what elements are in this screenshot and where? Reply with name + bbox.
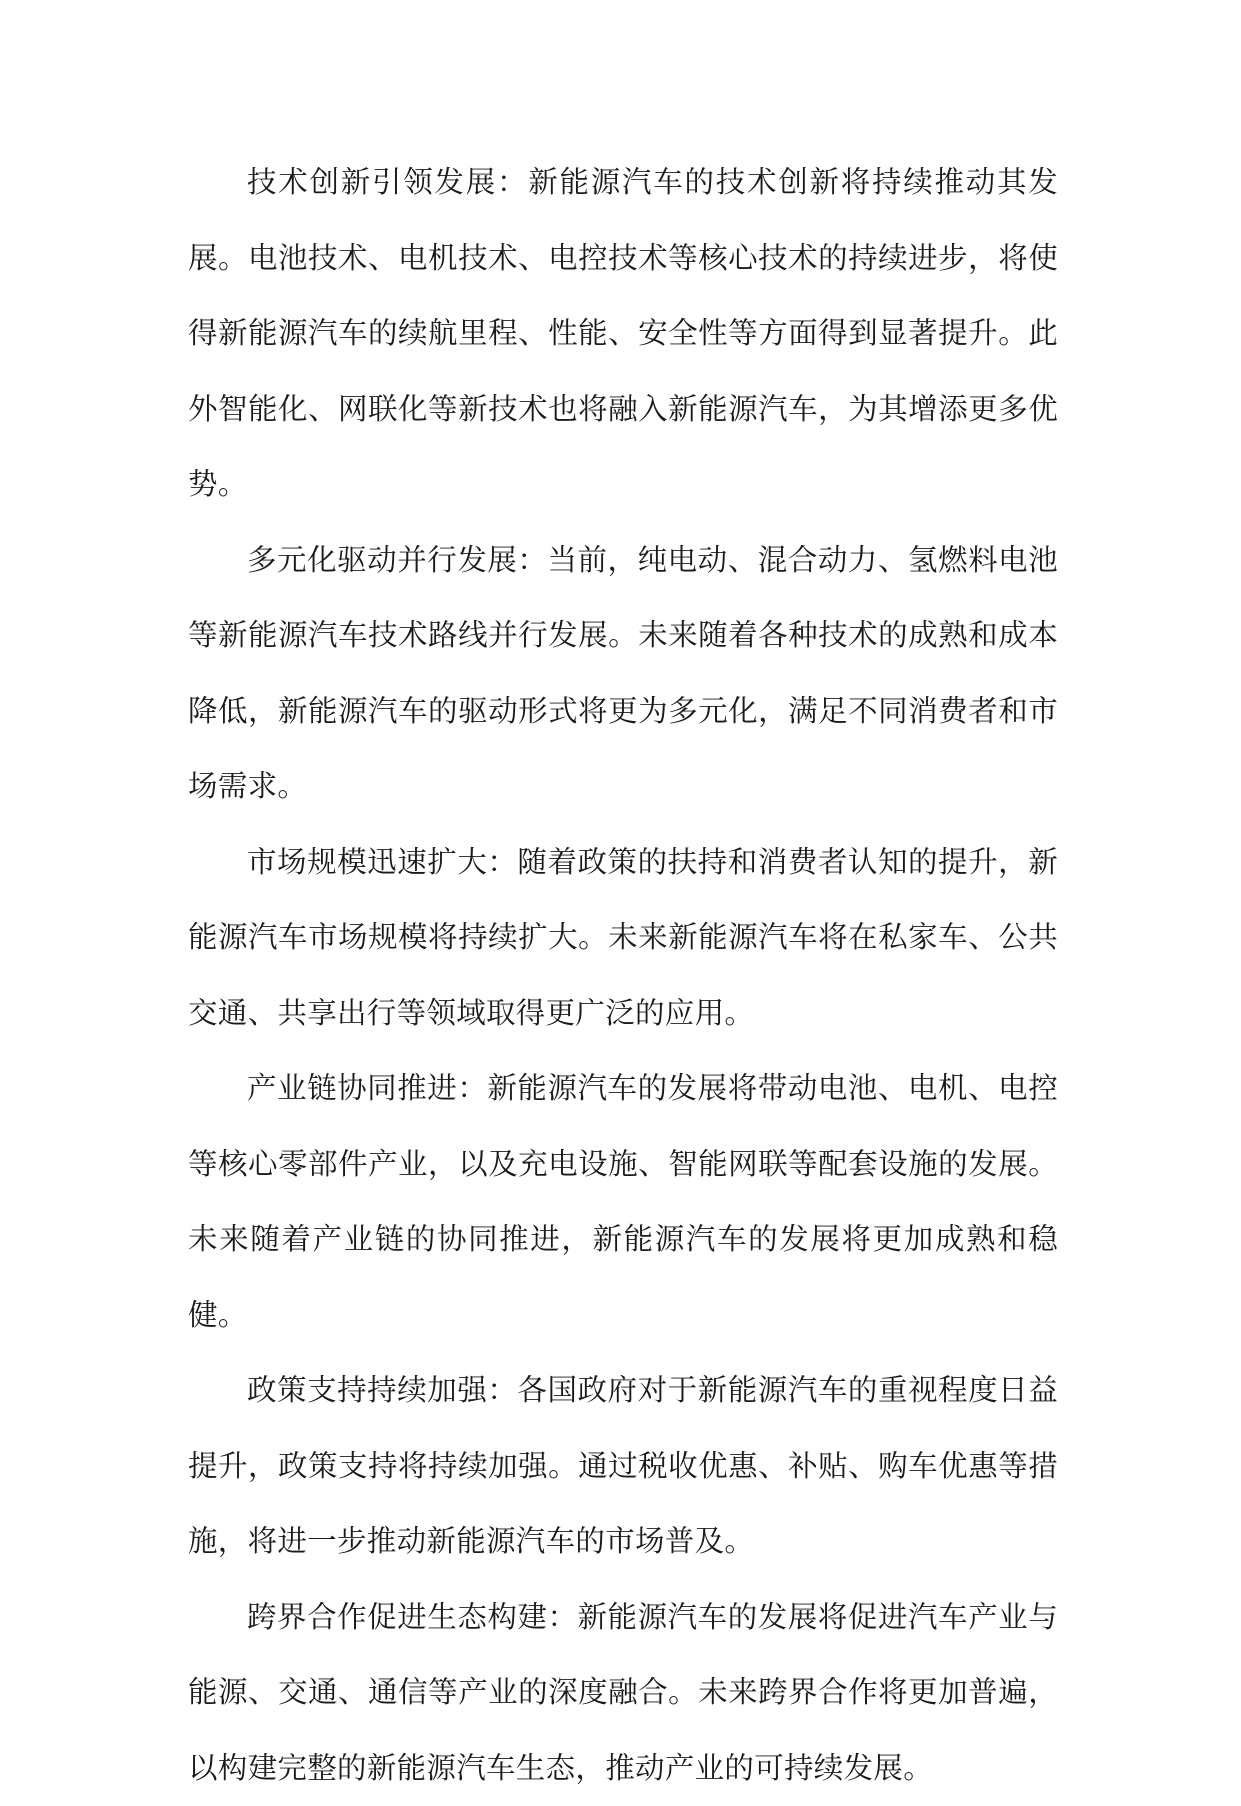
paragraph-industry-chain: 产业链协同推进：新能源汽车的发展将带动电池、电机、电控等核心零部件产业，以及充电设施、智能网联等配套设施的发展。未来随着产业链的协同推进，新能源汽车的发展将更加成熟和稳健。 (188, 1051, 1058, 1353)
paragraph-market-expansion: 市场规模迅速扩大：随着政策的扶持和消费者认知的提升，新能源汽车市场规模将持续扩大。未来新能源汽车将在私家车、公共交通、共享出行等领域取得更广泛的应用。 (188, 825, 1058, 1052)
document-body (188, 145, 1058, 1806)
paragraph-tech-innovation: 技术创新引领发展：新能源汽车的技术创新将持续推动其发展。电池技术、电机技术、电控技术等核心技术的持续进步，将使得新能源汽车的续航里程、性能、安全性等方面得到显著提升。此外智能化、网联化等新技术也将融入新能源汽车，为其增添更多优势。 (188, 145, 1058, 523)
paragraph-diversified-drive: 多元化驱动并行发展：当前，纯电动、混合动力、氢燃料电池等新能源汽车技术路线并行发展。未来随着各种技术的成熟和成本降低，新能源汽车的驱动形式将更为多元化，满足不同消费者和市场需求。 (188, 523, 1058, 825)
paragraph-policy-support: 政策支持持续加强：各国政府对于新能源汽车的重视程度日益提升，政策支持将持续加强。通过税收优惠、补贴、购车优惠等措施，将进一步推动新能源汽车的市场普及。 (188, 1353, 1058, 1580)
paragraph-cross-industry: 跨界合作促进生态构建：新能源汽车的发展将促进汽车产业与能源、交通、通信等产业的深度融合。未来跨界合作将更加普遍，以构建完整的新能源汽车生态，推动产业的可持续发展。 (188, 1580, 1058, 1806)
